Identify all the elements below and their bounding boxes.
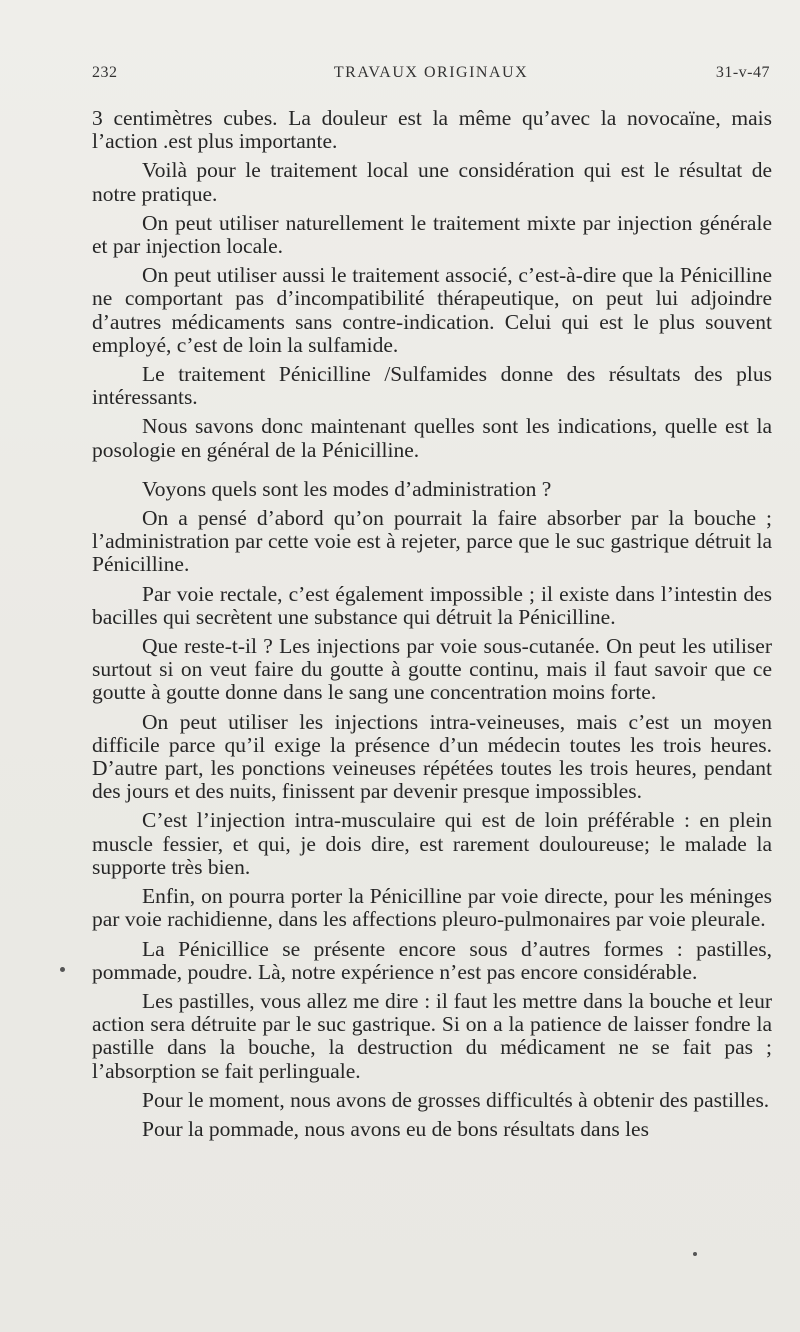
paragraph: On peut utiliser naturellement le traitement mixte par injection générale et par injection locale. bbox=[92, 210, 772, 259]
paragraph: On peut utiliser les injections intra-veineuses, mais c’est un moyen difficile parce qu’il exige la présence d’un médecin toutes les trois heures. D’autre part, les ponctions veineuses répétées toutes les trois heures, pendant des jours et des nuits, finissent par devenir presque impossibles. bbox=[92, 709, 772, 804]
paragraph: Enfin, on pourra porter la Pénicilline par voie directe, pour les méninges par voie rachidienne, dans les affections pleuro-pulmonaires par voie pleurale. bbox=[92, 884, 772, 932]
running-head bbox=[92, 64, 770, 88]
paragraph: Pour le moment, nous avons de grosses difficultés à obtenir des pastilles. bbox=[142, 1087, 770, 1112]
issue-date: 31-v-47 bbox=[715, 64, 770, 81]
paragraph: Nous savons donc maintenant quelles sont les indications, quelle est la posologie en général de la Pénicilline. bbox=[92, 414, 772, 462]
body-text bbox=[92, 107, 772, 1147]
paragraph: C’est l’injection intra-musculaire qui est de loin préférable : en plein muscle fessier, et qui, je dois dire, est rarement douloureuse; le malade la supporte très bien. bbox=[92, 808, 772, 879]
paragraph: On peut utiliser aussi le traitement associé, c’est-à-dire que la Pénicilline ne comportant pas d’incompatibilité thérapeutique, on peut lui adjoindre d’autres médicaments sans contre-indication. Celui qui est le plus souvent employé, c’est de loin la sulfamide. bbox=[92, 263, 772, 357]
paragraph: Que reste-t-il ? Les injections par voie sous-cutanée. On peut les utiliser surtout si on veut faire du goutte à goutte continu, mais il faut savoir que ce goutte à goutte donne dans le sang une concentration moins forte. bbox=[92, 634, 772, 705]
paragraph: Les pastilles, vous allez me dire : il faut les mettre dans la bouche et leur action sera détruite par le suc gastrique. Si on a la patience de laisser fondre la pastille dans la bouche, la destruction du médicament ne se fait pas ; l’absorption se fait perlinguale. bbox=[92, 988, 772, 1083]
paragraph: Pour la pommade, nous avons eu de bons résultats dans les bbox=[142, 1116, 649, 1141]
paragraph: 3 centimètres cubes. La douleur est la même qu’avec la novocaïne, mais l’action .est plus importante. bbox=[92, 106, 772, 154]
paragraph: Voilà pour le traitement local une considération qui est le résultat de notre pratique. bbox=[92, 158, 772, 206]
journal-title: TRAVAUX ORIGINAUX bbox=[333, 64, 529, 81]
page-number: 232 bbox=[92, 64, 118, 81]
paragraph: Le traitement Pénicilline /Sulfamides donne des résultats des plus intéressants. bbox=[92, 362, 772, 410]
margin-speck bbox=[693, 1252, 697, 1256]
paragraph: Voyons quels sont les modes d’administration ? bbox=[142, 476, 552, 501]
paragraph: La Pénicillice se présente encore sous d’autres formes : pastilles, pommade, poudre. Là, notre expérience n’est pas encore considérable. bbox=[92, 936, 772, 984]
margin-speck bbox=[60, 967, 65, 972]
paragraph: Par voie rectale, c’est également impossible ; il existe dans l’intestin des bacilles qui secrètent une substance qui détruit la Pénicilline. bbox=[92, 581, 772, 629]
paragraph: On a pensé d’abord qu’on pourrait la faire absorber par la bouche ; l’administration par cette voie est à rejeter, parce que le suc gastrique détruit la Pénicilline. bbox=[92, 506, 772, 577]
